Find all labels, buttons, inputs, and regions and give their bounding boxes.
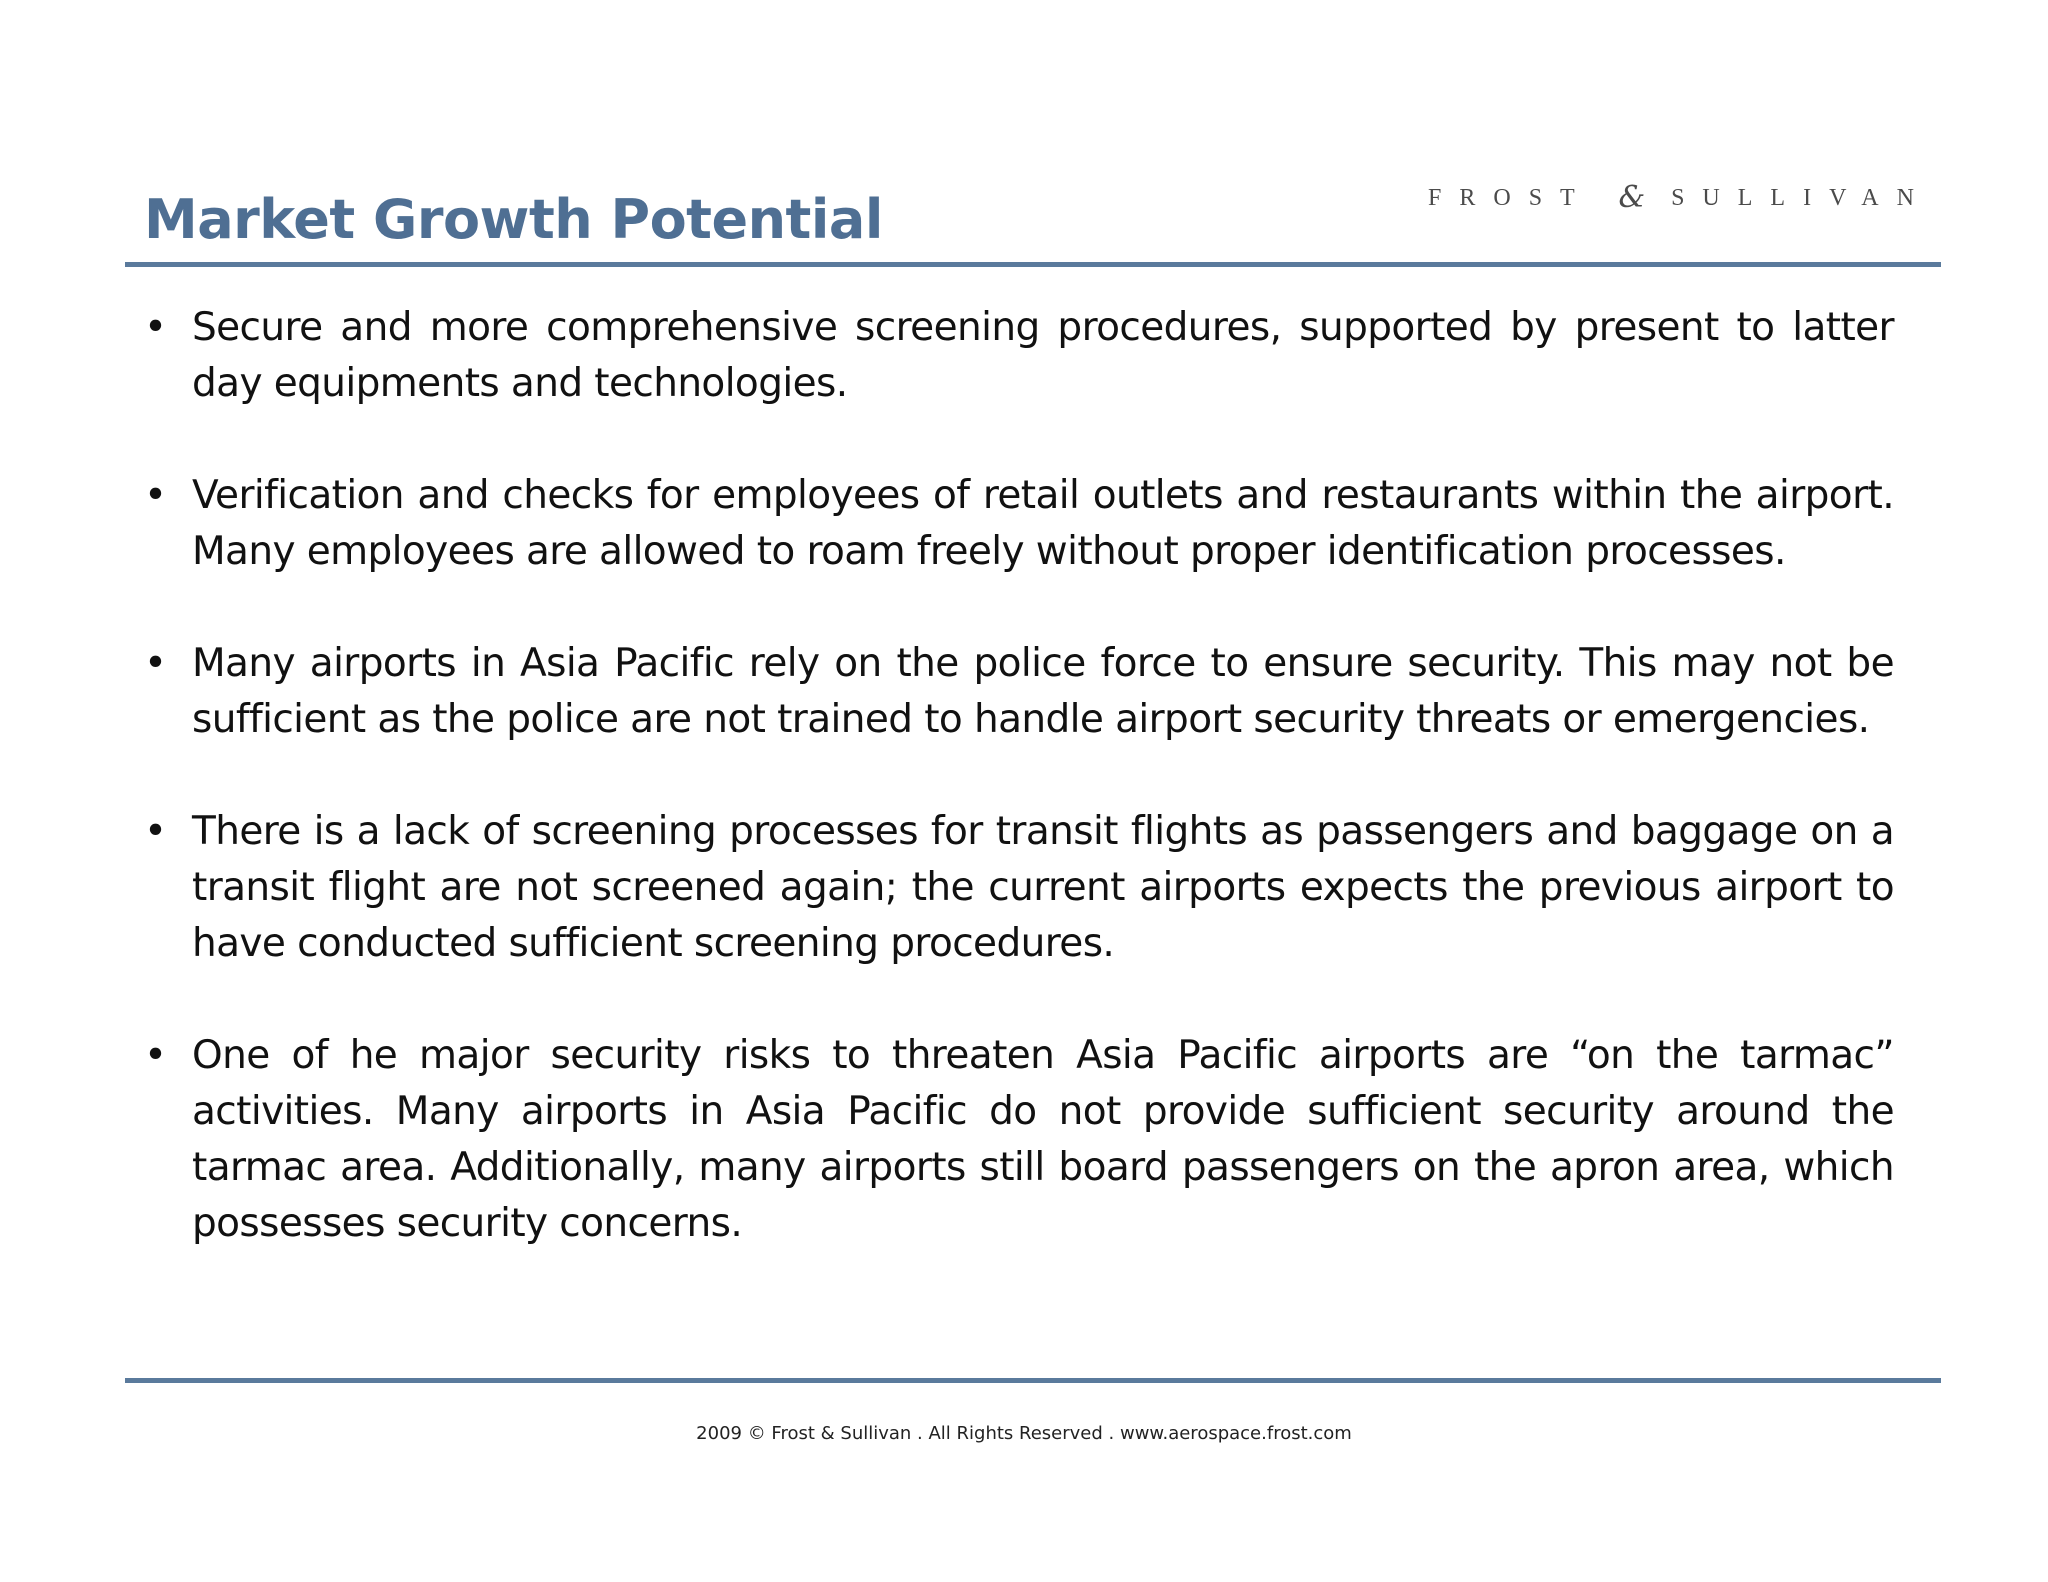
logo-word-sullivan: SULLIVAN [1671,185,1932,211]
bullet-dot: • [144,305,167,350]
bullet-item-police-force [144,636,1894,748]
frost-sullivan-logo [1428,180,1932,216]
bullet-text: Many airports in Asia Pacific rely on the police force to ensure security. This may not be sufficient as the police are not trained to handle airport security threats or emergencies. [192,641,1894,742]
logo-word-frost: FROST [1428,185,1593,211]
bullet-dot: • [144,1033,167,1078]
bullet-item-transit-flights [144,804,1894,972]
bullet-text: One of he major security risks to threaten Asia Pacific airports are “on the tarmac” activities. Many airports in Asia Pacific do not provide sufficient security around the tarmac area. Additionally, many airports still board passengers on the apron area, which possesses security concerns. [192,1033,1894,1246]
bullet-text: Secure and more comprehensive screening procedures, supported by present to latter day equipments and technologies. [192,305,1894,406]
bullet-dot: • [144,473,167,518]
logo-ampersand: & [1618,180,1646,215]
bullet-text: Verification and checks for employees of retail outlets and restaurants within the airport. Many employees are allowed to roam freely without proper identification processes. [192,473,1894,574]
footer-copyright: 2009 © Frost & Sullivan . All Rights Reserved . www.aerospace.frost.com [696,1423,1352,1444]
header-divider [125,262,1941,267]
bullet-dot: • [144,641,167,686]
bullet-dot: • [144,809,167,854]
page-title: Market Growth Potential [144,188,883,251]
bullet-text: There is a lack of screening processes for transit flights as passengers and baggage on a transit flight are not screened again; the current airports expects the previous airport to have conducted sufficient screening procedures. [192,809,1894,966]
bullet-item-employee-checks [144,468,1894,580]
bullet-list [144,300,1894,1252]
bullet-item-tarmac-security [144,1028,1894,1252]
footer-divider [125,1378,1941,1383]
bullet-item-screening [144,300,1894,412]
